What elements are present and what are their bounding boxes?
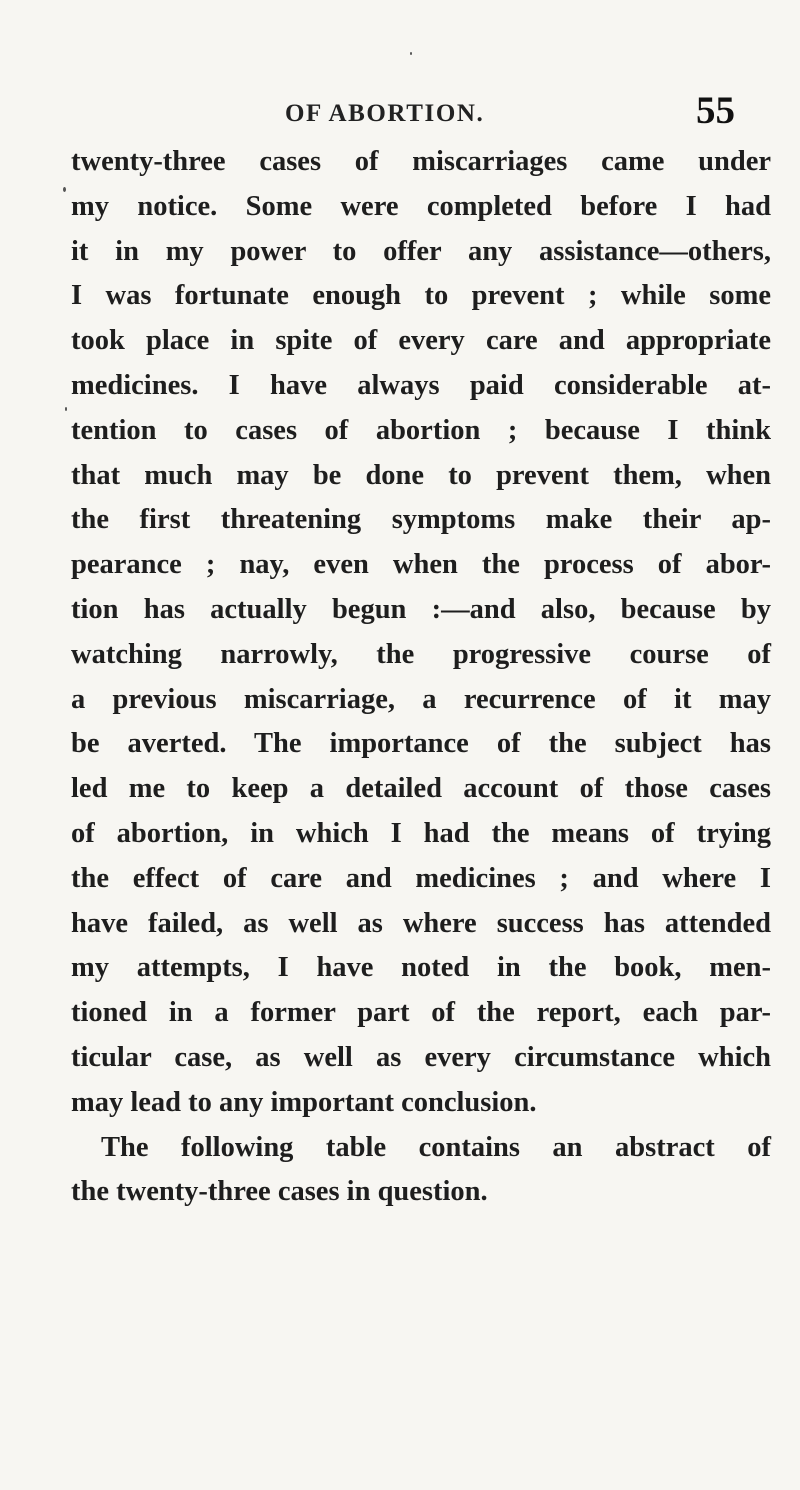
- paper-speck: [63, 187, 66, 192]
- text-line: my attempts, I have noted in the book, men-: [71, 952, 771, 984]
- text-line: I was fortunate enough to prevent ; while some: [71, 280, 771, 312]
- running-head-title: OF ABORTION.: [285, 100, 485, 127]
- text-line: may lead to any important conclusion.: [71, 1086, 537, 1118]
- text-line: a previous miscarriage, a recurrence of it may: [71, 683, 771, 715]
- text-line: took place in spite of every care and appropriate: [71, 325, 771, 357]
- text-line: my notice. Some were completed before I had: [71, 190, 771, 222]
- text-line: the twenty-three cases in question.: [71, 1176, 488, 1208]
- text-line: the effect of care and medicines ; and where I: [71, 862, 771, 894]
- text-line: pearance ; nay, even when the process of abor-: [71, 549, 771, 581]
- text-line: medicines. I have always paid considerable at-: [71, 369, 771, 401]
- running-head: [0, 88, 800, 138]
- text-line: ticular case, as well as every circumstance which: [71, 1041, 771, 1073]
- text-line: it in my power to offer any assistance—others,: [71, 235, 771, 267]
- text-line: of abortion, in which I had the means of trying: [71, 817, 771, 849]
- text-line: have failed, as well as where success has attended: [71, 907, 771, 939]
- text-line: tention to cases of abortion ; because I think: [71, 414, 771, 446]
- paper-speck: [65, 407, 67, 411]
- body-text: [71, 140, 771, 1215]
- text-line: watching narrowly, the progressive course of: [71, 638, 771, 670]
- text-line: twenty-three cases of miscarriages came under: [71, 146, 771, 177]
- text-line: be averted. The importance of the subject has: [71, 728, 771, 760]
- paper-speck: [410, 52, 412, 55]
- text-line: the first threatening symptoms make their ap-: [71, 504, 771, 536]
- text-line: tion has actually begun :—and also, because by: [71, 593, 771, 625]
- page-number: 55: [696, 89, 735, 132]
- text-line: led me to keep a detailed account of those cases: [71, 773, 771, 805]
- text-line: tioned in a former part of the report, each par-: [71, 997, 771, 1029]
- text-line: that much may be done to prevent them, when: [71, 459, 771, 491]
- text-line: The following table contains an abstract of: [101, 1131, 771, 1163]
